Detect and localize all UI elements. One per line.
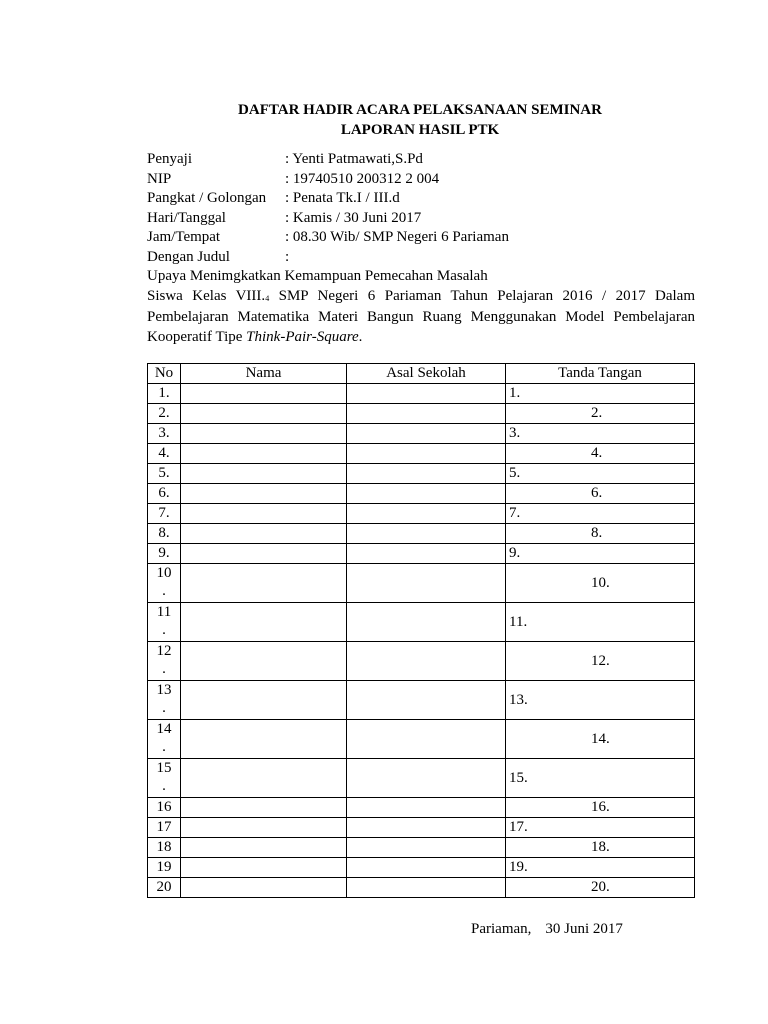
judul-italic: Think-Pair-Square <box>246 328 359 345</box>
row-number-main: 13 <box>156 682 172 698</box>
cell-nama[interactable] <box>181 603 347 642</box>
cell-tanda-tangan[interactable] <box>506 464 695 484</box>
cell-nama[interactable] <box>181 464 347 484</box>
row-number <box>148 524 181 544</box>
judul-text <box>147 267 695 347</box>
info-row <box>147 150 509 170</box>
cell-nama[interactable] <box>181 878 347 898</box>
cell-asal-sekolah[interactable] <box>347 878 506 898</box>
cell-asal-sekolah[interactable] <box>347 838 506 858</box>
info-row <box>147 248 509 268</box>
table-row <box>148 524 695 544</box>
signature-number: 19. <box>509 859 528 875</box>
info-value: : Kamis / 30 Juni 2017 <box>285 209 422 226</box>
table-row <box>148 384 695 404</box>
cell-tanda-tangan[interactable] <box>506 878 695 898</box>
cell-asal-sekolah[interactable] <box>347 818 506 838</box>
info-value: : <box>285 248 290 265</box>
table-row <box>148 424 695 444</box>
row-number-main: 10 <box>156 565 172 581</box>
table-row <box>148 818 695 838</box>
cell-tanda-tangan[interactable] <box>506 798 695 818</box>
row-number <box>148 504 181 524</box>
row-number-main: 8. <box>158 525 170 541</box>
info-label: Pangkat / Golongan <box>147 190 267 206</box>
table-row <box>148 564 695 603</box>
table-row <box>148 720 695 759</box>
row-number <box>148 818 181 838</box>
row-number-main: 14 <box>156 721 172 737</box>
cell-nama[interactable] <box>181 838 347 858</box>
table-row <box>148 878 695 898</box>
judul-subscript: 4 <box>265 293 270 303</box>
row-number <box>148 603 181 642</box>
cell-tanda-tangan[interactable] <box>506 642 695 681</box>
row-number <box>148 720 181 759</box>
cell-nama[interactable] <box>181 404 347 424</box>
row-number-main: 1. <box>158 385 170 401</box>
row-number-main: 18 <box>156 839 172 855</box>
signature-number: 11. <box>509 614 528 630</box>
cell-asal-sekolah[interactable] <box>347 444 506 464</box>
row-number-main: 7. <box>158 505 170 521</box>
row-number-dot: . <box>162 700 166 716</box>
cell-tanda-tangan[interactable] <box>506 858 695 878</box>
judul-line: Upaya Menimgkatkan Kemampuan Pemecahan Masalah <box>147 268 488 284</box>
row-number-main: 2. <box>158 405 170 421</box>
info-label: NIP <box>147 170 172 187</box>
row-number <box>148 484 181 504</box>
row-number <box>148 858 181 878</box>
cell-nama[interactable] <box>181 759 347 798</box>
cell-nama[interactable] <box>181 798 347 818</box>
cell-asal-sekolah[interactable] <box>347 504 506 524</box>
table-row <box>148 759 695 798</box>
cell-tanda-tangan[interactable] <box>506 404 695 424</box>
cell-asal-sekolah[interactable] <box>347 603 506 642</box>
judul-line <box>147 328 695 348</box>
header-asal-sekolah: Asal Sekolah <box>347 364 506 384</box>
info-label: Jam/Tempat <box>147 229 221 245</box>
row-number-main: 12 <box>156 643 172 659</box>
signature-number: 20. <box>591 879 610 895</box>
cell-nama[interactable] <box>181 564 347 603</box>
footer-place: Pariaman, <box>471 921 532 937</box>
info-row <box>147 170 509 190</box>
signature-number: 3. <box>509 425 521 441</box>
row-number-main: 3. <box>158 425 170 441</box>
row-number-main: 15 <box>156 760 172 776</box>
cell-asal-sekolah[interactable] <box>347 759 506 798</box>
table-row <box>148 603 695 642</box>
cell-asal-sekolah[interactable] <box>347 720 506 759</box>
info-value: : 08.30 Wib/ SMP Negeri 6 Pariaman <box>285 229 509 245</box>
table-row <box>148 544 695 564</box>
info-label: Dengan Judul <box>147 248 230 265</box>
cell-nama[interactable] <box>181 524 347 544</box>
header-nama: Nama <box>181 364 347 384</box>
table-row <box>148 838 695 858</box>
signature-number: 2. <box>591 405 603 421</box>
info-row <box>147 209 509 229</box>
table-header-row <box>148 364 695 384</box>
row-number <box>148 878 181 898</box>
row-number <box>148 564 181 603</box>
cell-tanda-tangan[interactable] <box>506 444 695 464</box>
cell-tanda-tangan[interactable] <box>506 504 695 524</box>
row-number-dot: . <box>162 739 166 755</box>
cell-nama[interactable] <box>181 720 347 759</box>
seminar-info <box>147 150 509 267</box>
cell-tanda-tangan[interactable] <box>506 759 695 798</box>
cell-asal-sekolah[interactable] <box>347 858 506 878</box>
row-number-dot: . <box>162 622 166 638</box>
signature-number: 14. <box>591 731 610 747</box>
cell-tanda-tangan[interactable] <box>506 484 695 504</box>
cell-tanda-tangan[interactable] <box>506 544 695 564</box>
judul-fragment: Siswa Kelas VIII. <box>147 287 266 304</box>
cell-tanda-tangan[interactable] <box>506 818 695 838</box>
signature-number: 10. <box>591 575 610 591</box>
cell-tanda-tangan[interactable] <box>506 720 695 759</box>
document-subtitle: LAPORAN HASIL PTK <box>340 122 500 138</box>
row-number <box>148 384 181 404</box>
table-row <box>148 404 695 424</box>
info-row <box>147 228 509 248</box>
cell-nama[interactable] <box>181 504 347 524</box>
row-number <box>148 838 181 858</box>
signature-number: 4. <box>591 445 603 461</box>
cell-asal-sekolah[interactable] <box>347 524 506 544</box>
row-number-dot: . <box>162 661 166 677</box>
table-row <box>148 484 695 504</box>
info-label: Hari/Tanggal <box>147 209 226 226</box>
judul-line: Pembelajaran Matematika Materi Bangun Ruang Menggunakan Model Pembelajaran <box>147 309 695 325</box>
cell-tanda-tangan[interactable] <box>506 424 695 444</box>
cell-nama[interactable] <box>181 544 347 564</box>
cell-asal-sekolah[interactable] <box>347 564 506 603</box>
header-no: No <box>148 364 181 384</box>
cell-tanda-tangan[interactable] <box>506 384 695 404</box>
cell-tanda-tangan[interactable] <box>506 603 695 642</box>
judul-fragment: Kooperatif Tipe <box>147 328 247 345</box>
row-number <box>148 759 181 798</box>
signature-number: 1. <box>509 385 521 401</box>
signature-number: 5. <box>509 465 521 481</box>
cell-nama[interactable] <box>181 424 347 444</box>
cell-nama[interactable] <box>181 681 347 720</box>
signature-number: 17. <box>509 819 528 835</box>
cell-asal-sekolah[interactable] <box>347 464 506 484</box>
row-number <box>148 424 181 444</box>
cell-nama[interactable] <box>181 642 347 681</box>
row-number-main: 5. <box>158 465 170 481</box>
row-number-main: 16 <box>156 799 172 815</box>
row-number-main: 6. <box>158 485 170 501</box>
cell-tanda-tangan[interactable] <box>506 524 695 544</box>
row-number-main: 19 <box>156 859 172 875</box>
signature-number: 9. <box>509 545 521 561</box>
table-row <box>148 464 695 484</box>
judul-fragment: SMP Negeri 6 Pariaman Tahun Pelajaran 2016 / 2017 Dalam <box>269 287 695 304</box>
info-label: Penyaji <box>147 151 192 167</box>
cell-nama[interactable] <box>181 858 347 878</box>
signature-number: 16. <box>591 799 610 815</box>
signature-number: 15. <box>509 770 528 786</box>
signature-date <box>471 921 623 938</box>
header-tanda-tangan: Tanda Tangan <box>506 364 695 384</box>
attendance-table <box>147 363 695 898</box>
row-number-main: 9. <box>158 545 170 561</box>
row-number <box>148 681 181 720</box>
cell-asal-sekolah[interactable] <box>347 404 506 424</box>
row-number <box>148 544 181 564</box>
cell-asal-sekolah[interactable] <box>347 544 506 564</box>
table-row <box>148 681 695 720</box>
signature-number: 8. <box>591 525 603 541</box>
cell-tanda-tangan[interactable] <box>506 564 695 603</box>
cell-nama[interactable] <box>181 484 347 504</box>
info-row <box>147 189 509 209</box>
row-number-main: 11 <box>156 604 172 620</box>
row-number <box>148 444 181 464</box>
cell-nama[interactable] <box>181 818 347 838</box>
row-number <box>148 798 181 818</box>
cell-asal-sekolah[interactable] <box>347 681 506 720</box>
signature-number: 13. <box>509 692 528 708</box>
cell-nama[interactable] <box>181 384 347 404</box>
judul-fragment: . <box>358 328 363 345</box>
cell-asal-sekolah[interactable] <box>347 484 506 504</box>
row-number-dot: . <box>162 778 166 794</box>
row-number-main: 20 <box>156 879 172 895</box>
cell-asal-sekolah[interactable] <box>347 384 506 404</box>
info-value: : Yenti Patmawati,S.Pd <box>285 151 423 167</box>
cell-asal-sekolah[interactable] <box>347 798 506 818</box>
table-row <box>148 858 695 878</box>
cell-asal-sekolah[interactable] <box>347 642 506 681</box>
row-number-main: 17 <box>156 819 172 835</box>
signature-number: 6. <box>591 485 603 501</box>
cell-tanda-tangan[interactable] <box>506 681 695 720</box>
table-row <box>148 798 695 818</box>
table-row <box>148 504 695 524</box>
row-number <box>148 464 181 484</box>
row-number <box>148 642 181 681</box>
footer-date: 30 Juni 2017 <box>545 921 623 937</box>
signature-number: 12. <box>591 653 610 669</box>
document-title: DAFTAR HADIR ACARA PELAKSANAAN SEMINAR <box>238 102 602 118</box>
table-row <box>148 642 695 681</box>
signature-number: 18. <box>591 839 610 855</box>
row-number-dot: . <box>162 583 166 599</box>
table-row <box>148 444 695 464</box>
row-number-main: 4. <box>158 445 170 461</box>
signature-number: 7. <box>509 505 521 521</box>
row-number <box>148 404 181 424</box>
cell-nama[interactable] <box>181 444 347 464</box>
info-value: : 19740510 200312 2 004 <box>285 170 440 187</box>
cell-tanda-tangan[interactable] <box>506 838 695 858</box>
info-value: : Penata Tk.I / III.d <box>285 190 400 206</box>
judul-line <box>147 287 695 309</box>
cell-asal-sekolah[interactable] <box>347 424 506 444</box>
